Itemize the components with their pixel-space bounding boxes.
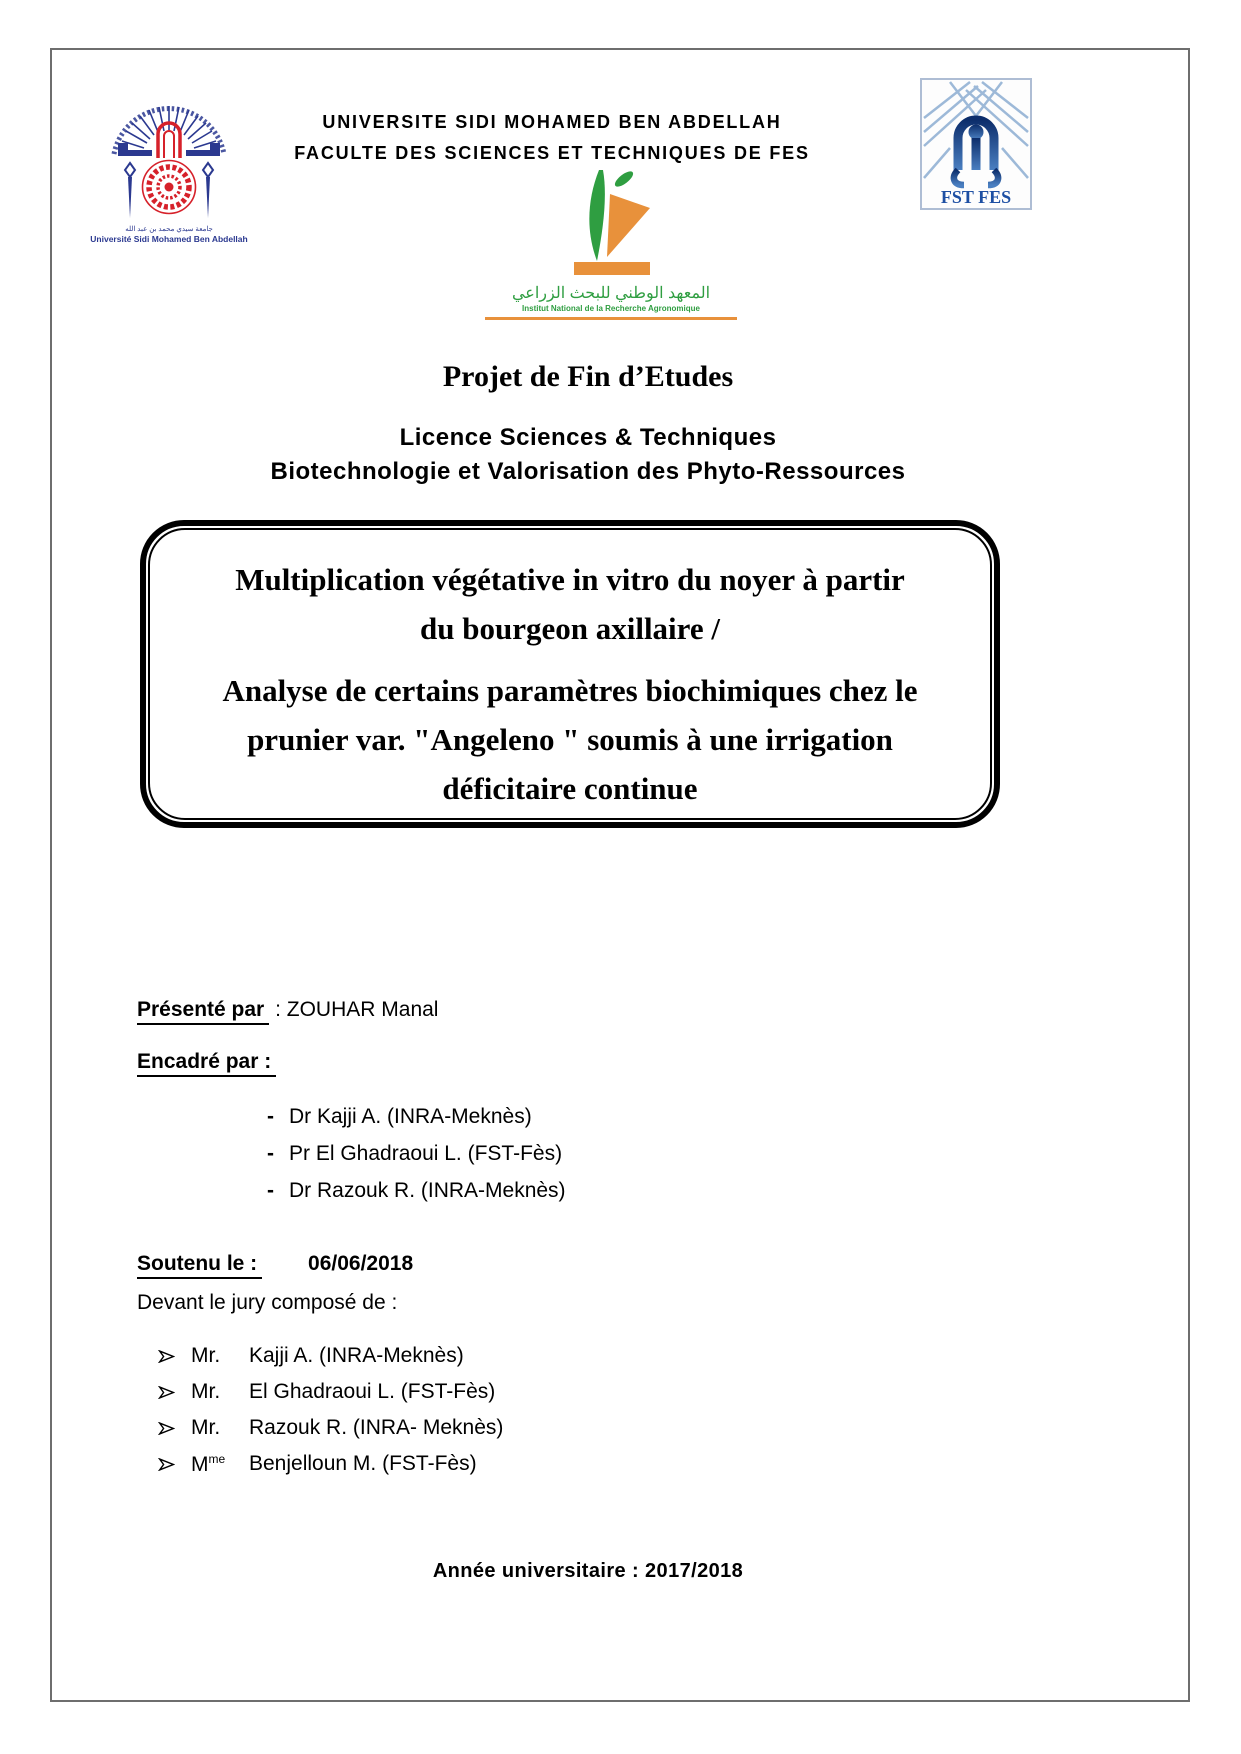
supervisor-item	[267, 1135, 566, 1172]
thesis-title-box	[140, 520, 1000, 828]
jury-member-name: Razouk R. (INRA- Meknès)	[249, 1416, 504, 1439]
thesis-title-line: prunier var. "Angeleno " soumis à une irrigation	[247, 722, 893, 757]
usmba-university-logo-icon	[104, 70, 234, 220]
usmba-logo-block	[90, 70, 248, 245]
jury-intro: Devant le jury composé de :	[137, 1291, 398, 1314]
jury-row	[158, 1338, 503, 1374]
jury-member-name: Kajji A. (INRA-Meknès)	[249, 1344, 464, 1367]
academic-year: Année universitaire : 2017/2018	[432, 1560, 744, 1582]
jury-member-title: $M^{me}$	[191, 1451, 226, 1476]
project-title: Projet de Fin d’Etudes	[442, 360, 734, 393]
supervisor-name: Dr Razouk R. (INRA-Meknès)	[289, 1179, 566, 1202]
jury-member-name: El Ghadraoui L. (FST-Fès)	[249, 1380, 496, 1403]
faculty-header-line2: FACULTE DES SCIENCES ET TECHNIQUES DE FES	[294, 143, 810, 163]
usmba-logo-caption: Université Sidi Mohamed Ben Abdellah	[90, 234, 248, 244]
thesis-title-line: du bourgeon axillaire /	[420, 611, 720, 646]
thesis-title-box-inner	[148, 528, 992, 820]
inra-logo-icon	[536, 168, 686, 278]
thesis-title-part1	[150, 555, 990, 653]
degree-title: Licence Sciences & Techniques	[399, 424, 777, 451]
presented-by-label: Présenté par	[137, 998, 269, 1025]
defense-date-value: 06/06/2018	[308, 1252, 414, 1275]
jury-member-name: Benjelloun M. (FST-Fès)	[249, 1452, 477, 1475]
thesis-title-line: Multiplication végétative in vitro du noyer à partir	[235, 562, 905, 597]
dash-bullet-icon: -	[267, 1105, 274, 1128]
university-header-line1: UNIVERSITE SIDI MOHAMED BEN ABDELLAH	[322, 112, 782, 132]
arrowhead-bullet-icon	[158, 1458, 175, 1471]
jury-member-title: Mr.	[191, 1416, 221, 1439]
presented-by-value: ZOUHAR Manal	[286, 998, 439, 1021]
inra-logo-arabic-caption: المعهد الوطني للبحث الزراعي	[511, 285, 711, 302]
supervisor-list	[267, 1098, 566, 1209]
supervised-by-row	[137, 1050, 276, 1077]
thesis-title-part2	[150, 666, 990, 813]
presented-by-colon: :	[275, 998, 281, 1021]
specialty-title: Biotechnologie et Valorisation des Phyto-Ressources	[270, 458, 906, 485]
supervisor-item	[267, 1172, 566, 1209]
presented-by-row	[137, 998, 438, 1025]
jury-row	[158, 1374, 503, 1410]
dash-bullet-icon: -	[267, 1179, 274, 1202]
supervisor-item	[267, 1098, 566, 1135]
inra-logo-caption: Institut National de la Recherche Agronomique	[522, 304, 700, 313]
fst-fes-logo-label: FST FES	[940, 187, 1012, 207]
defense-date-row	[137, 1252, 413, 1279]
thesis-title-line: déficitaire continue	[442, 771, 698, 806]
supervised-by-label: Encadré par :	[137, 1050, 276, 1077]
inra-logo-underline	[485, 317, 737, 320]
arrowhead-bullet-icon	[158, 1386, 175, 1399]
supervisor-name: Pr El Ghadraoui L. (FST-Fès)	[289, 1142, 563, 1165]
jury-member-title-sup: me	[208, 1451, 226, 1466]
usmba-logo-arabic-caption: جامعة سيدي محمد بن عبد الله	[125, 226, 213, 233]
dash-bullet-icon: -	[267, 1142, 274, 1165]
jury-member-title: Mr.	[191, 1380, 221, 1403]
fst-fes-logo-icon	[920, 78, 1032, 210]
jury-member-title: Mr.	[191, 1344, 221, 1367]
inra-logo-block	[461, 168, 761, 320]
arrowhead-bullet-icon	[158, 1350, 175, 1363]
page-border-frame	[50, 48, 1190, 1702]
jury-list	[158, 1338, 503, 1482]
arrowhead-bullet-icon	[158, 1422, 175, 1435]
thesis-title-line: Analyse de certains paramètres biochimiques chez le	[222, 673, 918, 708]
defense-date-label: Soutenu le :	[137, 1252, 262, 1279]
supervisor-name: Dr Kajji A. (INRA-Meknès)	[289, 1105, 532, 1128]
jury-row	[158, 1410, 503, 1446]
jury-row	[158, 1446, 503, 1482]
